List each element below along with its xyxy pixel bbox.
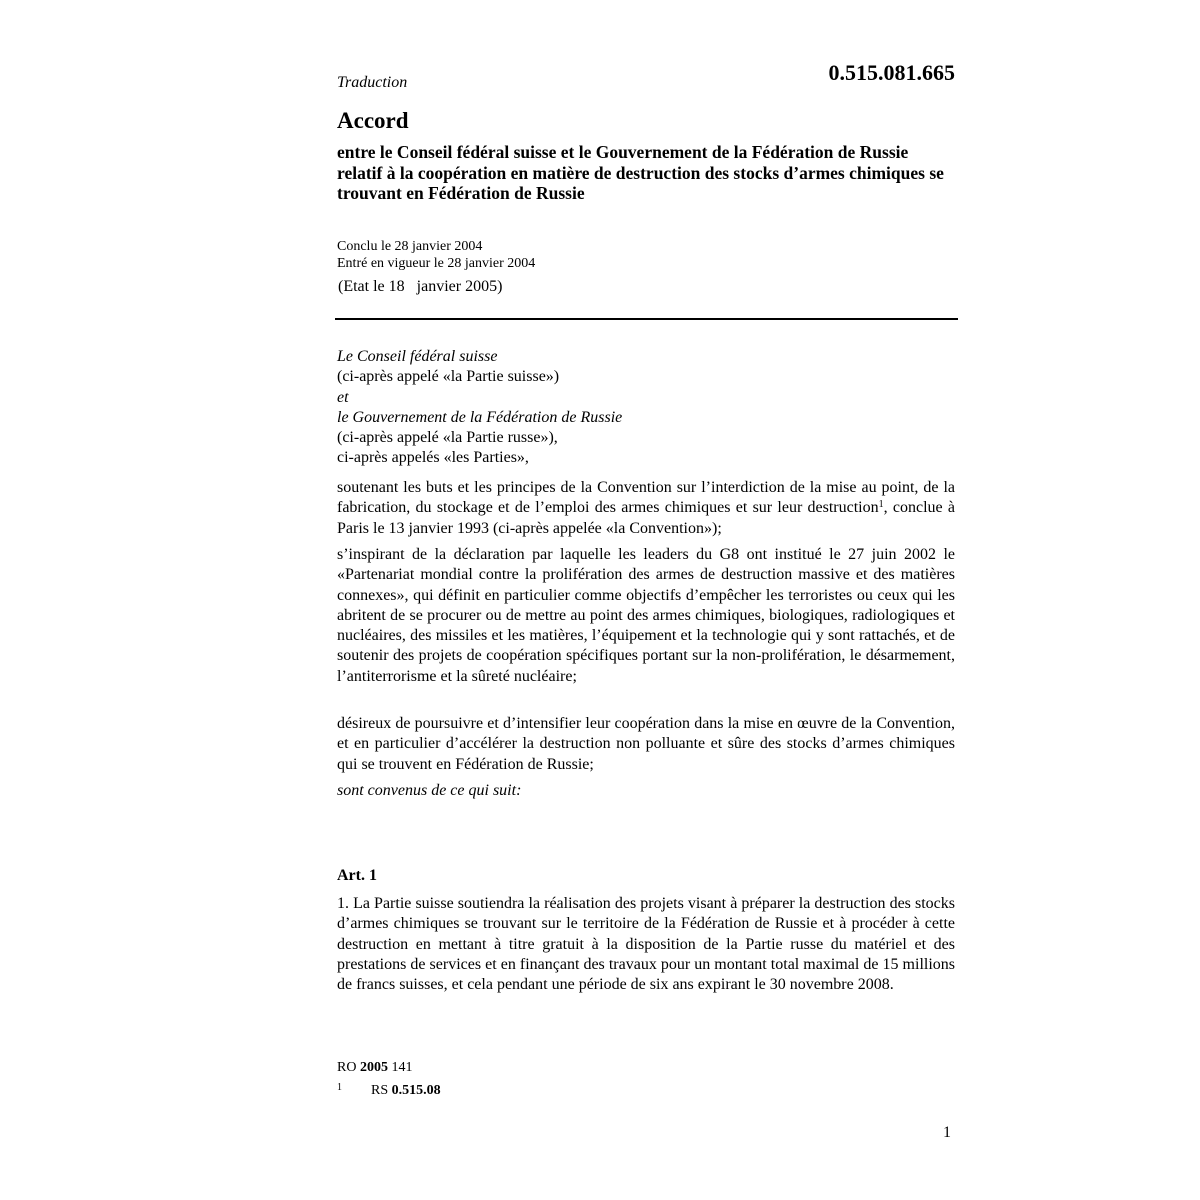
footnote-reference[interactable]: 1 bbox=[878, 499, 884, 511]
footnote-1 bbox=[337, 1078, 441, 1101]
document-subtitle: entre le Conseil fédéral suisse et le Gouvernement de la Fédération de Russie relatif à la coopération en matière de destruction des stocks d’armes chimiques se trouvant en Fédération de Russie bbox=[337, 142, 944, 203]
translation-label: Traduction bbox=[337, 74, 408, 91]
preamble-paragraph-2: s’inspirant de la déclaration par laquelle les leaders du G8 ont institué le 27 juin 2002 le «Partenariat mondial contre la prolifération des armes de destruction massive et des matières connexes», qui définit en particulier comme objectifs d’empêcher les terroristes ou ceux qui les abritent de se procurer ou de mettre au point des armes chimiques, biologiques, radiologiques et nucléaires, des missiles et les matières, l’équipement et la technologie qui y sont rattachés, et de soutenir des projets de coopération spécifiques portant sur la non-prolifération, le désarmement, l’antiterrorisme et la sûreté nucléaire; bbox=[337, 546, 955, 685]
parties-block bbox=[337, 347, 622, 469]
status-date: (Etat le 18 janvier 2005) bbox=[338, 278, 503, 295]
document-number: 0.515.081.665 bbox=[828, 60, 955, 85]
preamble-conclusion: sont convenus de ce qui suit: bbox=[337, 782, 522, 799]
page-number: 1 bbox=[943, 1124, 951, 1141]
party-russian-alias: (ci-après appelé «la Partie russe»), bbox=[337, 429, 558, 447]
ro-reference bbox=[337, 1058, 441, 1078]
article-1-text: 1. La Partie suisse soutiendra la réalisation des projets visant à préparer la destruction des stocks d’armes chimiques se trouvant sur le territoire de la Fédération de Russie et à procéder à cette destruction en mettant à titre gratuit à la disposition de la Partie russe du matériel et des prestations de services et en finançant des travaux pour un montant total maximal de 15 millions de francs suisses, et cela pendant une période de six ans expirant le 30 novembre 2008. bbox=[337, 895, 955, 994]
document-title: Accord bbox=[337, 108, 409, 133]
footer-notes bbox=[337, 1058, 441, 1101]
parties-collective-alias: ci-après appelés «les Parties», bbox=[337, 449, 529, 467]
dates-block bbox=[337, 239, 535, 272]
preamble-1-text: soutenant les buts et les principes de la Convention sur l’interdiction de la mise au point, de la fabrication, du stockage et de l’emploi des armes chimiques et sur leur destruction bbox=[337, 479, 955, 517]
ro-year: 2005 bbox=[359, 1060, 388, 1075]
header-divider bbox=[335, 318, 958, 320]
footnote-number: 1 bbox=[337, 1082, 342, 1093]
document-page bbox=[337, 0, 957, 1200]
ro-prefix: RO bbox=[337, 1060, 357, 1075]
rs-number: 0.515.08 bbox=[391, 1083, 441, 1098]
party-swiss-alias: (ci-après appelé «la Partie suisse») bbox=[337, 368, 560, 386]
preamble-paragraph-3: désireux de poursuivre et d’intensifier leur coopération dans la mise en œuvre de la Convention, et en particulier d’accélérer la destruction non polluante et sûre des stocks d’armes chimiques qui se trouvent en Fédération de Russie; bbox=[337, 715, 955, 773]
preamble-1-text-end: , conclue à Paris le 13 janvier 1993 (ci-après appelée «la Convention»); bbox=[337, 499, 955, 537]
ro-page: 141 bbox=[391, 1060, 413, 1075]
party-russian: le Gouvernement de la Fédération de Russie bbox=[337, 408, 623, 426]
preamble-paragraph-1 bbox=[337, 478, 955, 539]
article-1-title: Art. 1 bbox=[337, 867, 377, 884]
rs-prefix: RS bbox=[371, 1083, 389, 1098]
party-swiss: Le Conseil fédéral suisse bbox=[337, 348, 498, 365]
date-concluded: Conclu le 28 janvier 2004 bbox=[337, 239, 483, 254]
parties-conjunction: et bbox=[337, 388, 349, 406]
date-entry-into-force: Entré en vigueur le 28 janvier 2004 bbox=[337, 255, 536, 271]
